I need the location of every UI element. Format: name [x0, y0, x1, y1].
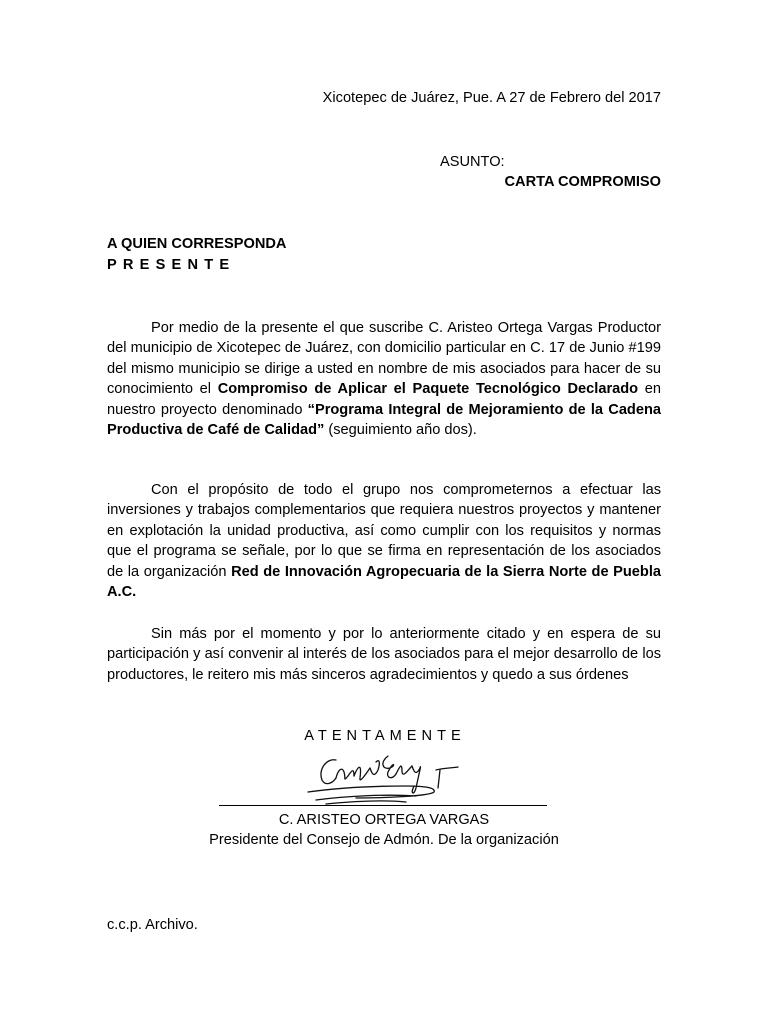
body-paragraph-1 — [107, 318, 661, 440]
presente-heading: PRESENTE — [107, 257, 236, 273]
subject-label: ASUNTO: — [440, 154, 505, 170]
p1-text-2: en nuestro proyecto denominado — [107, 381, 661, 418]
p3-text-1: Sin más por el momento y por lo anteriormente citado y en espera de su participación y así convenir al interés de los asociados para el mejor desarrollo de los productores, le reitero mis más sinceros agradecimientos y quedo a sus órdenes — [107, 626, 661, 683]
p2-text-1: Con el propósito de todo el grupo nos comprometernos a efectuar las inversiones y trabajos complementarios que requiera nuestros proyectos y mantener en explotación la unidad productiva, así como cumplir con los requisitos y normas que el programa se señale, por lo que se firma en representación de los asociados de la organización — [107, 482, 661, 580]
p2-bold-organization: Red de Innovación Agropecuaria de la Sierra Norte de Puebla A.C. — [107, 563, 661, 601]
signer-name: C. ARISTEO ORTEGA VARGAS — [278, 812, 490, 828]
signer-title: Presidente del Consejo de Admón. De la organización — [209, 832, 559, 848]
closing-regards: ATENTAMENTE — [304, 728, 466, 744]
p1-text-1: Por medio de la presente el que suscribe C. Aristeo Ortega Vargas Productor del municipio de Xicotepec de Juárez, con domicilio particular en C. 17 de Junio #199 del mismo municipio se dirige a usted en nombre de mis asociados para hacer de su conocimiento el — [107, 320, 661, 398]
p1-bold-program: “Programa Integral de Mejoramiento de la Cadena Productiva de Café de Calidad” — [107, 401, 661, 439]
date-line: Xicotepec de Juárez, Pue. A 27 de Febrero del 2017 — [322, 90, 661, 106]
subject-value: CARTA COMPROMISO — [504, 174, 661, 190]
recipient-salutation: A QUIEN CORRESPONDA — [107, 236, 287, 252]
body-paragraph-2 — [107, 480, 661, 602]
p1-text-3: (seguimiento año dos). — [324, 422, 477, 439]
body-paragraph-3 — [107, 624, 661, 685]
handwritten-signature — [296, 748, 496, 810]
p1-bold-commitment: Compromiso de Aplicar el Paquete Tecnológico Declarado — [217, 381, 639, 398]
carbon-copy-note: c.c.p. Archivo. — [107, 917, 198, 933]
signature-line — [219, 805, 547, 806]
